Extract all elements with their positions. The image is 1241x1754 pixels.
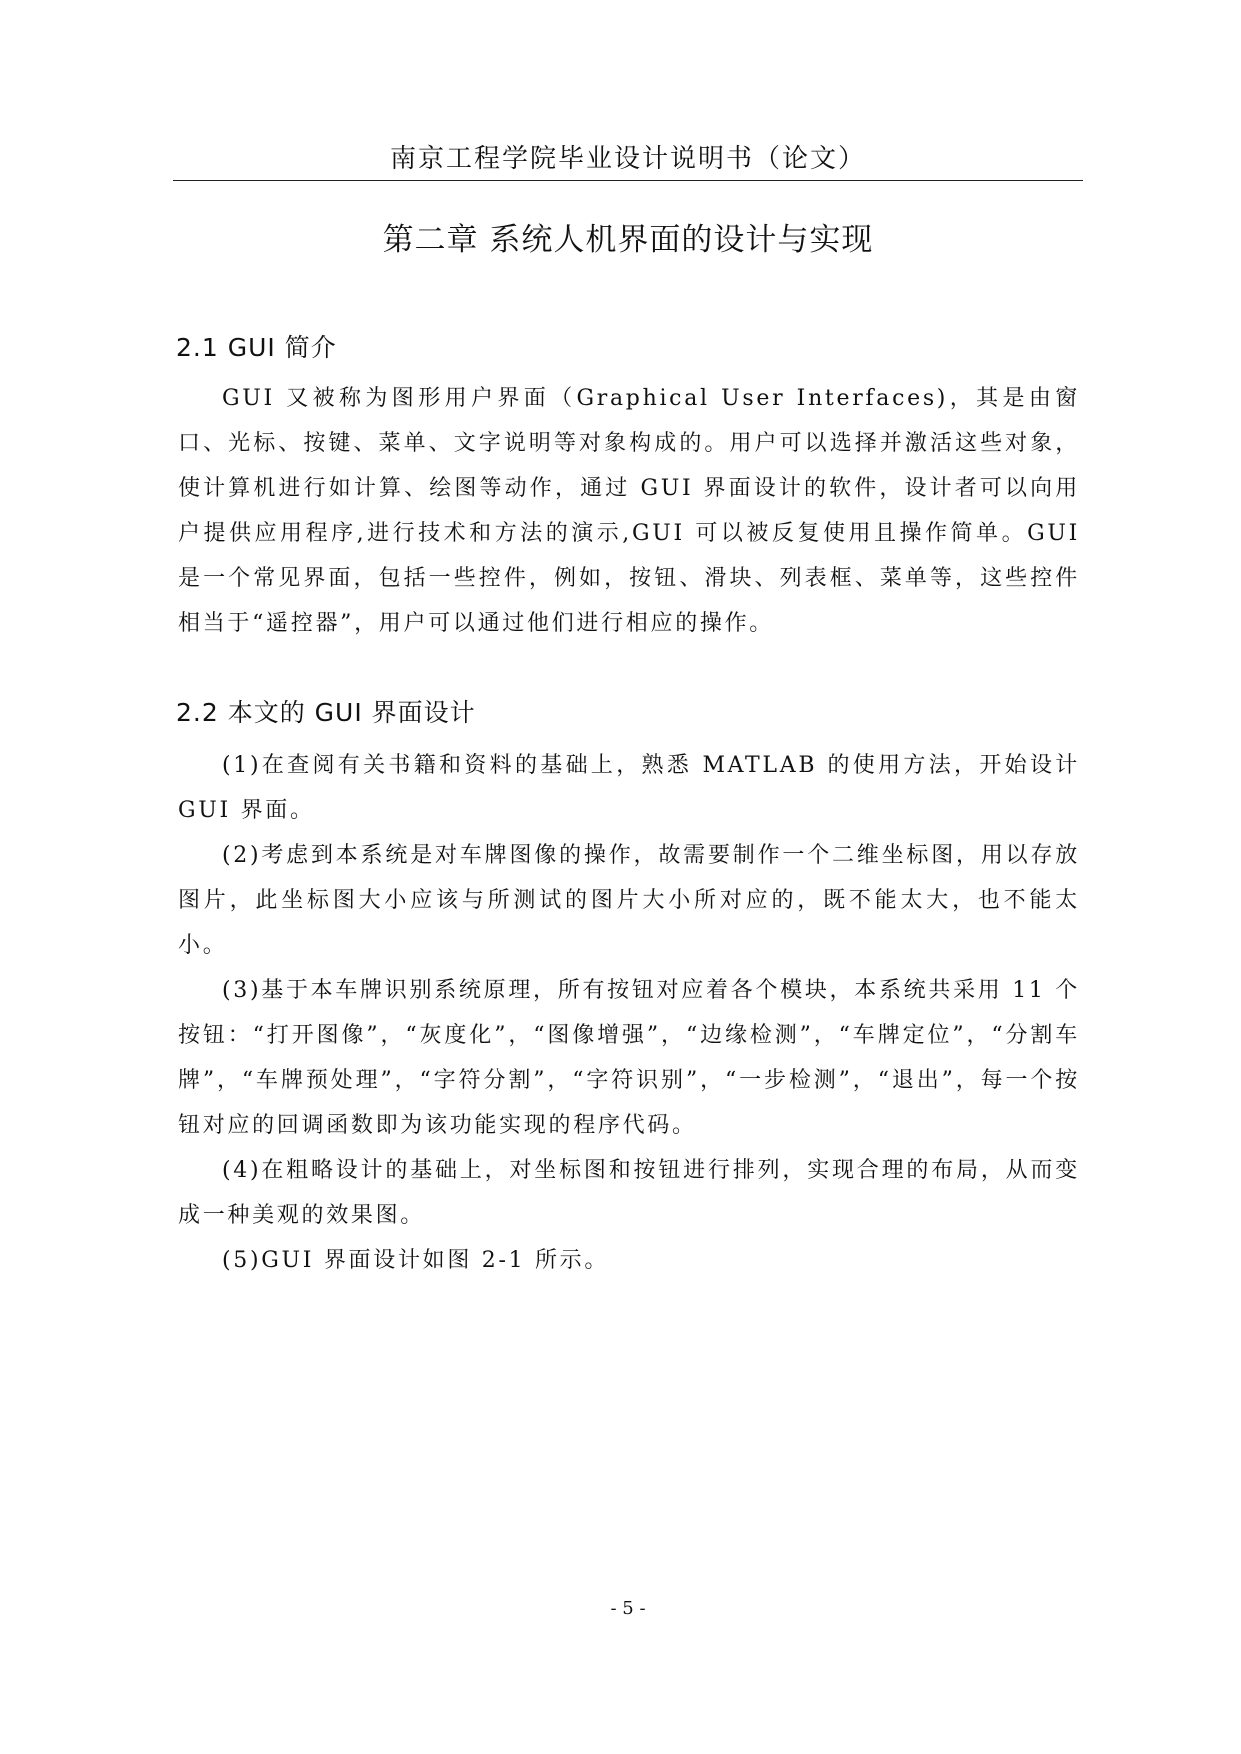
paragraph: (3)基于本车牌识别系统原理，所有按钮对应着各个模块，本系统共采用 11 个按钮：“打开图像”，“灰度化”，“图像增强”，“边缘检测”，“车牌定位”，“分割车牌”，“车牌预处理”，“字符分割”，“字符识别”，“一步检测”，“退出”，每一个按钮对应的回调函数即为该功能实现的程序代码。 [178,978,1080,1138]
section-heading-2-1: 2.1 GUI 简介 [176,333,337,362]
section-heading-2-2: 2.2 本文的 GUI 界面设计 [176,698,476,727]
section-body-2-1 [178,376,1080,646]
page-header-title: 南京工程学院毕业设计说明书（论文） [389,144,866,174]
paragraph: GUI 又被称为图形用户界面（Graphical User Interfaces)，其是由窗口、光标、按键、菜单、文字说明等对象构成的。用户可以选择并激活这些对象，使计算机进行如计算、绘图等动作，通过 GUI 界面设计的软件，设计者可以向用户提供应用程序,进行技术和方法的演示,GUI 可以被反复使用且操作简单。GUI 是一个常见界面，包括一些控件，例如，按钮、滑块、列表框、菜单等，这些控件相当于“遥控器”，用户可以通过他们进行相应的操作。 [178,386,1080,636]
paragraph: (1)在查阅有关书籍和资料的基础上，熟悉 MATLAB 的使用方法，开始设计 GUI 界面。 [178,753,1080,823]
paragraph: (5)GUI 界面设计如图 2-1 所示。 [222,1248,610,1273]
header-rule [173,180,1083,181]
chapter-title: 第二章 系统人机界面的设计与实现 [382,222,874,258]
page-number: - 5 - [610,1598,646,1619]
section-body-2-2 [178,743,1080,1283]
paragraph: (4)在粗略设计的基础上，对坐标图和按钮进行排列，实现合理的布局，从而变成一种美观的效果图。 [178,1158,1080,1228]
paragraph: (2)考虑到本系统是对车牌图像的操作，故需要制作一个二维坐标图，用以存放图片，此坐标图大小应该与所测试的图片大小所对应的，既不能太大，也不能太小。 [178,843,1080,958]
